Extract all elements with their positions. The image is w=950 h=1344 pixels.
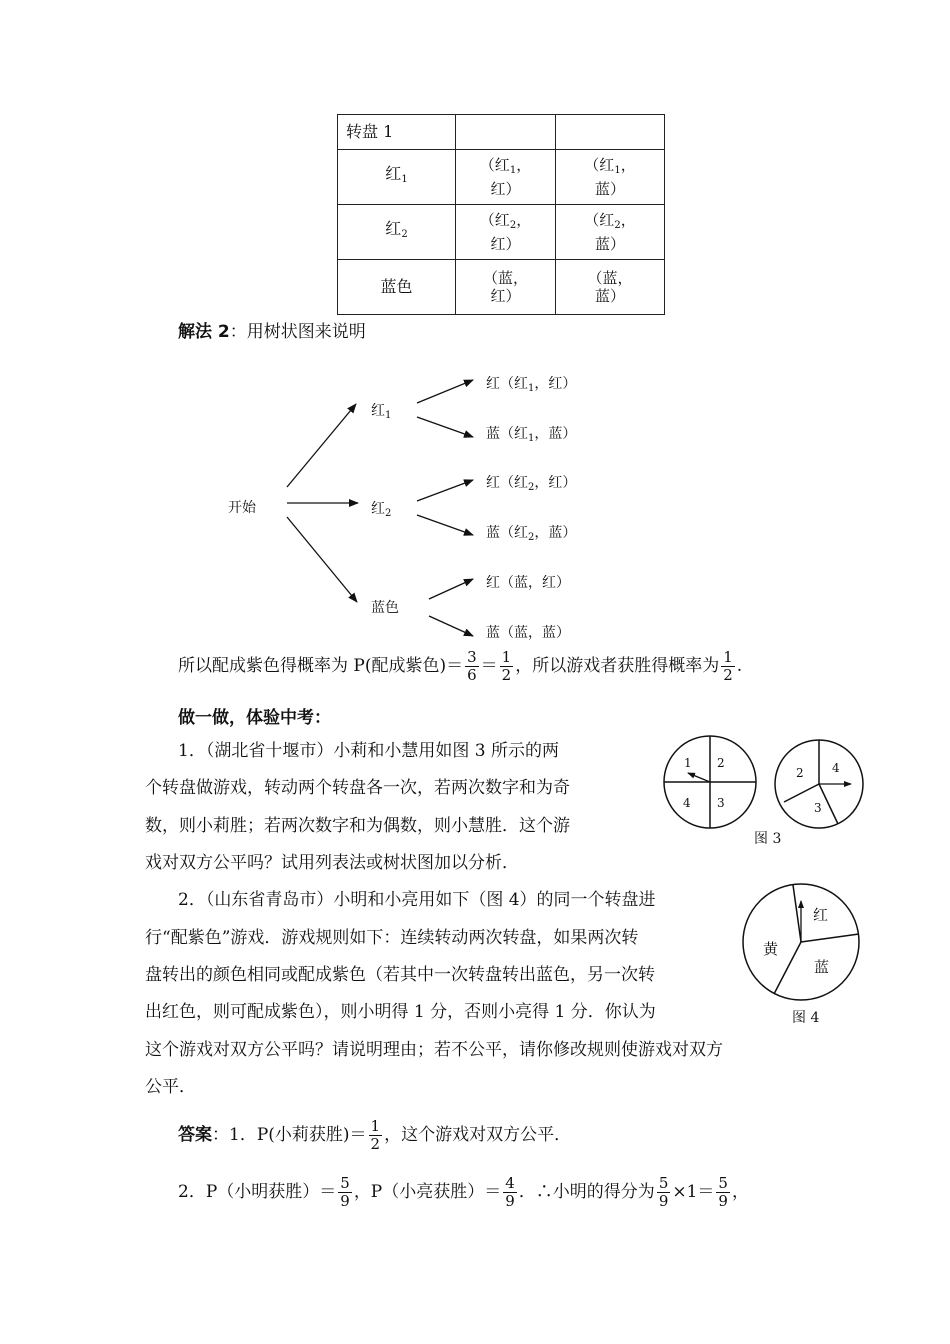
q1-line: 戏对双方公平吗？试用列表法或树状图加以分析． xyxy=(145,853,519,873)
answer-line-2: 2．P（小明获胜）＝ $\frac{5}{9}$ ，P（小亮获胜）＝ $\frac{4}{9}$ ．∴小明的得分为 $\frac{5}{9}$ ×1＝ $\frac{5}{9}$ ， xyxy=(178,1173,749,1210)
method2-heading: 解法 2：用树状图来说明 xyxy=(178,322,366,342)
figure3-caption: 图 3 xyxy=(754,831,782,847)
figure3-spinners xyxy=(655,730,870,835)
row-label: 蓝色 xyxy=(338,260,456,315)
fraction: $\frac{1}{2}$ xyxy=(501,647,512,684)
tree-node: 红$_2$ xyxy=(371,501,392,519)
table-cell: （红$_2$， 红） xyxy=(456,205,556,260)
q2-line: 盘转出的颜色相同或配成紫色（若其中一次转盘转出蓝色，另一次转 xyxy=(145,965,655,985)
table-cell: （红$_1$， 红） xyxy=(456,150,556,205)
tree-node: 蓝色 xyxy=(371,600,399,616)
fraction: $\frac{1}{2}$ xyxy=(370,1116,381,1153)
figure4-spinner xyxy=(740,883,870,1005)
table-header-cell: 转盘 1 xyxy=(338,115,456,150)
fraction: $\frac{5}{9}$ xyxy=(718,1173,728,1210)
tree-leaf: 蓝（红$_2$，蓝） xyxy=(486,525,577,543)
spinner2-label: 2 xyxy=(796,766,804,780)
table-cell: （蓝， 蓝） xyxy=(556,260,665,315)
tree-branch xyxy=(417,515,473,535)
q2-line: 行“配紫色”游戏．游戏规则如下：连续转动两次转盘，如果两次转 xyxy=(145,928,639,948)
tree-branch xyxy=(417,417,473,437)
fraction: $\frac{5}{9}$ xyxy=(340,1173,350,1210)
figure4-label-red: 红 xyxy=(813,906,829,924)
fraction: $\frac{5}{9}$ xyxy=(658,1173,669,1210)
spinner1-label: 4 xyxy=(683,796,691,810)
q2-line: 这个游戏对双方公平吗？请说明理由；若不公平，请你修改规则使游戏对双方 xyxy=(145,1040,723,1060)
q2-line: 公平． xyxy=(145,1077,196,1097)
tree-diagram xyxy=(0,0,950,660)
tree-leaf: 蓝（红$_1$，蓝） xyxy=(486,426,577,444)
spinner-1 xyxy=(664,736,756,828)
q1-line: 1．（湖北省十堰市）小莉和小慧用如图 3 所示的两 xyxy=(178,741,559,761)
spinner2-label: 3 xyxy=(814,801,822,815)
spinner2-label: 4 xyxy=(832,761,840,775)
table-cell: （蓝， 红） xyxy=(456,260,556,315)
tree-branch xyxy=(417,480,473,501)
q2-line: 出红色，则可配成紫色），则小明得 1 分，否则小亮得 1 分．你认为 xyxy=(145,1002,656,1022)
tree-node: 红$_1$ xyxy=(371,403,392,421)
fraction: $\frac{1}{2}$ xyxy=(723,647,733,684)
tree-start: 开始 xyxy=(228,500,256,516)
tree-branch xyxy=(429,579,473,599)
section-title: 做一做，体验中考： xyxy=(178,708,331,728)
tree-branch xyxy=(429,616,473,636)
tree-leaf: 红（红$_2$，红） xyxy=(486,475,577,493)
tree-leaf: 红（红$_1$，红） xyxy=(486,376,577,394)
row-label: 红$_1$ xyxy=(338,150,456,205)
q2-line: 2．（山东省青岛市）小明和小亮用如下（图 4）的同一个转盘进 xyxy=(178,890,656,910)
figure4-caption: 图 4 xyxy=(792,1010,820,1026)
tree-branch xyxy=(287,517,357,602)
tree-leaf: 蓝（蓝，蓝） xyxy=(486,625,570,641)
fraction: $\frac{4}{9}$ xyxy=(505,1173,515,1210)
spinner1-label: 1 xyxy=(684,756,692,770)
conclusion-line: 所以配成紫色得概率为 P(配成紫色)＝ $\frac{3}{6}$ ＝ $\frac{1}{2}$ ，所以游戏者获胜得概率为 $\frac{1}{2}$ . xyxy=(178,647,743,684)
q1-line: 个转盘做游戏，转动两个转盘各一次，若两次数字和为奇 xyxy=(145,778,570,798)
tree-leaf: 红（蓝，红） xyxy=(486,575,570,591)
tree-branch xyxy=(417,380,473,403)
row-label: 红$_2$ xyxy=(338,205,456,260)
table-cell: （红$_1$， 蓝） xyxy=(556,150,665,205)
spinner1-label: 2 xyxy=(717,756,725,770)
q1-line: 数，则小莉胜；若两次数字和为偶数，则小慧胜．这个游 xyxy=(145,816,570,836)
spinner1-label: 3 xyxy=(717,796,725,810)
fraction: $\frac{3}{6}$ xyxy=(467,647,477,684)
answer-line-1: 答案 ：1．P(小莉获胜)＝ $\frac{1}{2}$ ，这个游戏对双方公平． xyxy=(178,1116,572,1153)
figure4-label-blue: 蓝 xyxy=(814,958,830,976)
tree-branch xyxy=(287,404,356,487)
table-cell: （红$_2$， 蓝） xyxy=(556,205,665,260)
figure4-label-yellow: 黄 xyxy=(763,940,779,958)
